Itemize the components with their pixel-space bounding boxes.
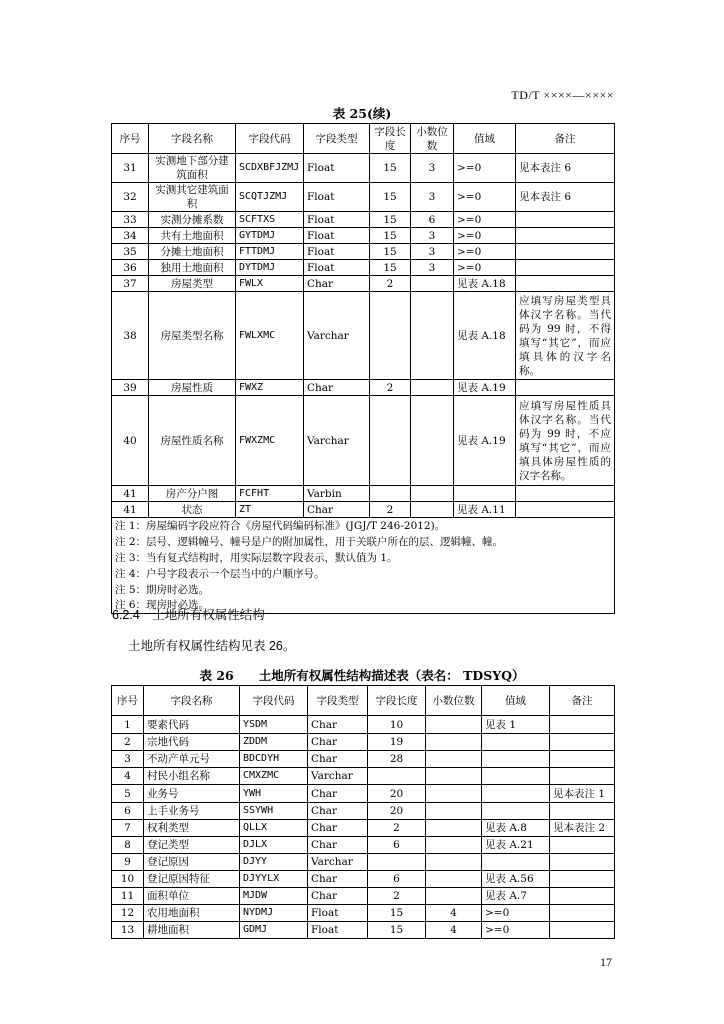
cell-decimals [426, 820, 482, 837]
cell-value-domain: >=0 [454, 228, 516, 244]
column-header: 字段类型 [308, 686, 368, 716]
cell-number: 38 [112, 292, 149, 380]
cell-value-domain: 见表 A.56 [482, 871, 550, 888]
cell-field-name: 房屋类型 [149, 276, 236, 292]
column-header: 字段长度 [370, 124, 411, 154]
cell-value-domain [482, 803, 550, 820]
cell-value-domain: >=0 [454, 183, 516, 212]
column-header: 字段长度 [368, 686, 426, 716]
cell-field-type: Char [308, 716, 368, 734]
column-header: 备注 [516, 124, 615, 154]
cell-decimals [426, 888, 482, 905]
cell-number: 13 [112, 922, 144, 939]
cell-remark [550, 751, 615, 768]
cell-decimals: 4 [426, 905, 482, 922]
column-header: 字段代码 [236, 124, 304, 154]
cell-field-code: ZDDM [240, 734, 308, 751]
cell-field-length: 20 [368, 785, 426, 803]
table26-caption: 表 26 土地所有权属性结构描述表（表名： TDSYQ） [199, 668, 525, 683]
cell-value-domain: >=0 [454, 244, 516, 260]
cell-number: 41 [112, 486, 149, 502]
cell-field-code: FWXZ [236, 380, 304, 396]
cell-field-code: FWLX [236, 276, 304, 292]
cell-field-name: 房屋性质 [149, 380, 236, 396]
cell-field-code: FCFHT [236, 486, 304, 502]
cell-field-name: 不动产单元号 [144, 751, 240, 768]
cell-field-name: 村民小组名称 [144, 768, 240, 785]
page-number: 17 [600, 955, 612, 969]
cell-field-name: 宗地代码 [144, 734, 240, 751]
cell-value-domain [482, 768, 550, 785]
cell-remark [550, 768, 615, 785]
table-row [112, 276, 615, 292]
table-row [112, 228, 615, 244]
cell-field-length: 15 [370, 183, 411, 212]
cell-field-type: Varbin [304, 486, 370, 502]
cell-field-length [370, 396, 411, 486]
cell-field-type: Float [304, 212, 370, 228]
cell-field-name: 耕地面积 [144, 922, 240, 939]
cell-field-type: Float [304, 244, 370, 260]
cell-field-code: QLLX [240, 820, 308, 837]
table-row [112, 922, 615, 939]
cell-field-type: Char [308, 837, 368, 854]
cell-number: 10 [112, 871, 144, 888]
cell-field-length: 2 [368, 820, 426, 837]
table-note: 注 1：房屋编码字段应符合《房屋代码编码标准》(JGJ/T 246-2012)。 [112, 518, 615, 534]
table-note: 注 3：当有复式结构时，用实际层数字段表示，默认值为 1。 [112, 550, 615, 566]
table-row [112, 751, 615, 768]
cell-field-name: 登记原因 [144, 854, 240, 871]
cell-field-name: 面积单位 [144, 888, 240, 905]
cell-number: 41 [112, 502, 149, 518]
cell-field-length: 10 [368, 716, 426, 734]
table-note-row [112, 566, 615, 582]
cell-remark: 应填写房屋性质具体汉字名称。当代码为 99 时，不应填写“其它”，而应填具体房屋性质的汉字名称。 [516, 396, 615, 486]
cell-field-name: 独用土地面积 [149, 260, 236, 276]
cell-field-length: 15 [368, 905, 426, 922]
cell-decimals [411, 396, 454, 486]
column-header: 小数位数 [411, 124, 454, 154]
column-header: 字段代码 [240, 686, 308, 716]
table-note-row [112, 550, 615, 566]
cell-field-name: 状态 [149, 502, 236, 518]
cell-value-domain [482, 751, 550, 768]
table-row [112, 871, 615, 888]
cell-field-length: 15 [370, 154, 411, 183]
table-row [112, 854, 615, 871]
cell-field-code: DJYYLX [240, 871, 308, 888]
cell-field-code: SSYWH [240, 803, 308, 820]
column-header: 序号 [112, 124, 149, 154]
cell-field-code: SCQTJZMJ [236, 183, 304, 212]
cell-field-code: MJDW [240, 888, 308, 905]
cell-field-code: SCFTXS [236, 212, 304, 228]
column-header: 字段名称 [149, 124, 236, 154]
cell-value-domain: 见表 A.8 [482, 820, 550, 837]
table-row [112, 212, 615, 228]
cell-field-length: 28 [368, 751, 426, 768]
cell-decimals: 3 [411, 154, 454, 183]
cell-remark [550, 854, 615, 871]
cell-number: 6 [112, 803, 144, 820]
cell-field-name: 农用地面积 [144, 905, 240, 922]
table-row [112, 380, 615, 396]
cell-field-code: CMXZMC [240, 768, 308, 785]
cell-field-length: 15 [370, 212, 411, 228]
table-row [112, 244, 615, 260]
table-note-row [112, 582, 615, 598]
cell-value-domain [454, 486, 516, 502]
cell-field-code: ZT [236, 502, 304, 518]
cell-field-type: Char [304, 276, 370, 292]
cell-field-length [368, 854, 426, 871]
column-header: 值域 [454, 124, 516, 154]
cell-field-name: 实测分摊系数 [149, 212, 236, 228]
cell-decimals [411, 502, 454, 518]
column-header: 字段类型 [304, 124, 370, 154]
cell-field-length: 2 [368, 888, 426, 905]
cell-remark [516, 502, 615, 518]
cell-number: 33 [112, 212, 149, 228]
cell-remark [516, 260, 615, 276]
cell-field-length: 15 [370, 228, 411, 244]
cell-field-name: 房产分户图 [149, 486, 236, 502]
cell-decimals [426, 768, 482, 785]
table-row [112, 905, 615, 922]
table-note: 注 2：层号、逻辑幢号、幢号是户的附加属性，用于关联户所在的层、逻辑幢、幢。 [112, 534, 615, 550]
cell-field-name: 共有土地面积 [149, 228, 236, 244]
cell-field-type: Float [304, 228, 370, 244]
cell-number: 5 [112, 785, 144, 803]
cell-decimals: 3 [411, 183, 454, 212]
cell-remark [550, 871, 615, 888]
cell-field-type: Char [304, 502, 370, 518]
section-heading: 6.2.4 土地所有权属性结构 [112, 608, 265, 622]
cell-value-domain: 见表 A.19 [454, 396, 516, 486]
table-note: 注 5：期房时必选。 [112, 582, 615, 598]
cell-value-domain [482, 785, 550, 803]
table-row [112, 785, 615, 803]
cell-field-code: FWLXMC [236, 292, 304, 380]
cell-number: 35 [112, 244, 149, 260]
cell-decimals [426, 751, 482, 768]
section-paragraph: 土地所有权属性结构见表 26。 [128, 639, 296, 653]
cell-field-type: Char [308, 820, 368, 837]
cell-field-type: Char [308, 785, 368, 803]
cell-field-type: Varchar [308, 768, 368, 785]
table25 [111, 123, 615, 614]
cell-field-type: Float [308, 922, 368, 939]
cell-field-code: GYTDMJ [236, 228, 304, 244]
cell-field-code: SCDXBFJZMJ [236, 154, 304, 183]
table-row [112, 486, 615, 502]
cell-field-length: 19 [368, 734, 426, 751]
document-code: TD/T ××××—×××× [511, 88, 614, 102]
cell-field-name: 上手业务号 [144, 803, 240, 820]
cell-number: 36 [112, 260, 149, 276]
table-row [112, 260, 615, 276]
cell-number: 4 [112, 768, 144, 785]
cell-field-code: YWH [240, 785, 308, 803]
cell-value-domain: 见表 A.11 [454, 502, 516, 518]
column-header: 小数位数 [426, 686, 482, 716]
cell-decimals [426, 803, 482, 820]
cell-field-length: 15 [368, 922, 426, 939]
cell-value-domain [482, 734, 550, 751]
cell-field-code: DYTDMJ [236, 260, 304, 276]
table-row [112, 716, 615, 734]
table26-header-row [112, 686, 615, 716]
cell-remark: 见本表注 6 [516, 183, 615, 212]
cell-remark [550, 837, 615, 854]
cell-decimals: 6 [411, 212, 454, 228]
cell-field-length: 2 [370, 276, 411, 292]
cell-field-length [370, 486, 411, 502]
cell-number: 7 [112, 820, 144, 837]
table-row [112, 734, 615, 751]
cell-value-domain: 见表 A.19 [454, 380, 516, 396]
cell-decimals [411, 276, 454, 292]
cell-remark [550, 922, 615, 939]
cell-remark [516, 380, 615, 396]
cell-decimals [426, 785, 482, 803]
cell-remark [550, 888, 615, 905]
cell-decimals: 3 [411, 260, 454, 276]
cell-field-type: Char [308, 734, 368, 751]
cell-value-domain: >=0 [482, 922, 550, 939]
cell-number: 39 [112, 380, 149, 396]
cell-decimals [426, 734, 482, 751]
cell-field-name: 实测地下部分建筑面积 [149, 154, 236, 183]
cell-field-code: DJLX [240, 837, 308, 854]
cell-decimals [426, 716, 482, 734]
table-note: 注 6：现房时必选。 [112, 598, 615, 614]
cell-remark [516, 244, 615, 260]
cell-field-type: Float [304, 183, 370, 212]
table-row [112, 396, 615, 486]
cell-field-length: 20 [368, 803, 426, 820]
column-header: 备注 [550, 686, 615, 716]
cell-field-code: FWXZMC [236, 396, 304, 486]
cell-field-type: Float [308, 905, 368, 922]
cell-field-name: 权利类型 [144, 820, 240, 837]
cell-remark [516, 276, 615, 292]
cell-decimals [411, 292, 454, 380]
cell-number: 1 [112, 716, 144, 734]
cell-field-name: 房屋类型名称 [149, 292, 236, 380]
cell-value-domain: 见表 A.18 [454, 276, 516, 292]
cell-value-domain: 见表 1 [482, 716, 550, 734]
table26 [111, 685, 615, 939]
cell-field-length: 6 [368, 837, 426, 854]
cell-field-name: 要素代码 [144, 716, 240, 734]
cell-field-name: 实测其它建筑面积 [149, 183, 236, 212]
cell-remark: 见本表注 2 [550, 820, 615, 837]
table-note-row [112, 534, 615, 550]
cell-field-type: Char [308, 803, 368, 820]
cell-field-type: Float [304, 154, 370, 183]
cell-remark [516, 228, 615, 244]
cell-decimals [411, 486, 454, 502]
cell-field-code: BDCDYH [240, 751, 308, 768]
cell-value-domain [482, 854, 550, 871]
table-row [112, 888, 615, 905]
cell-number: 40 [112, 396, 149, 486]
cell-value-domain: >=0 [454, 154, 516, 183]
cell-remark [516, 212, 615, 228]
table25-caption: 表 25(续) [332, 106, 392, 121]
cell-decimals: 3 [411, 228, 454, 244]
cell-field-type: Varchar [304, 292, 370, 380]
cell-field-length: 15 [370, 260, 411, 276]
table-row [112, 768, 615, 785]
table-row [112, 837, 615, 854]
cell-value-domain: >=0 [454, 260, 516, 276]
table-row [112, 820, 615, 837]
cell-field-length: 15 [370, 244, 411, 260]
cell-remark [550, 905, 615, 922]
cell-field-length: 6 [368, 871, 426, 888]
cell-field-length: 2 [370, 380, 411, 396]
cell-number: 2 [112, 734, 144, 751]
cell-field-code: YSDM [240, 716, 308, 734]
cell-decimals [426, 871, 482, 888]
cell-value-domain: >=0 [454, 212, 516, 228]
cell-number: 32 [112, 183, 149, 212]
cell-field-type: Char [308, 751, 368, 768]
cell-field-name: 房屋性质名称 [149, 396, 236, 486]
cell-remark [516, 486, 615, 502]
cell-field-length: 2 [370, 502, 411, 518]
table-row [112, 292, 615, 380]
cell-number: 31 [112, 154, 149, 183]
table25-header-row [112, 124, 615, 154]
cell-number: 3 [112, 751, 144, 768]
table-note: 注 4：户号字段表示一个层当中的户顺序号。 [112, 566, 615, 582]
cell-number: 37 [112, 276, 149, 292]
cell-number: 12 [112, 905, 144, 922]
cell-remark: 见本表注 1 [550, 785, 615, 803]
table-row [112, 803, 615, 820]
cell-field-code: DJYY [240, 854, 308, 871]
cell-field-code: GDMJ [240, 922, 308, 939]
cell-field-code: NYDMJ [240, 905, 308, 922]
column-header: 值域 [482, 686, 550, 716]
cell-field-length [368, 768, 426, 785]
cell-number: 8 [112, 837, 144, 854]
cell-field-type: Char [308, 888, 368, 905]
cell-remark: 见本表注 6 [516, 154, 615, 183]
cell-decimals: 3 [411, 244, 454, 260]
cell-decimals: 4 [426, 922, 482, 939]
table-row [112, 154, 615, 183]
cell-field-type: Varchar [304, 396, 370, 486]
cell-field-name: 登记类型 [144, 837, 240, 854]
cell-value-domain: 见表 A.7 [482, 888, 550, 905]
cell-field-name: 分摊土地面积 [149, 244, 236, 260]
cell-value-domain: >=0 [482, 905, 550, 922]
cell-number: 34 [112, 228, 149, 244]
cell-remark: 应填写房屋类型具体汉字名称。当代码为 99 时，不得填写“其它”，而应填具体的汉字名称。 [516, 292, 615, 380]
cell-decimals [426, 837, 482, 854]
cell-field-name: 业务号 [144, 785, 240, 803]
cell-field-type: Char [304, 380, 370, 396]
cell-number: 9 [112, 854, 144, 871]
cell-value-domain: 见表 A.18 [454, 292, 516, 380]
cell-field-type: Float [304, 260, 370, 276]
cell-field-type: Char [308, 871, 368, 888]
column-header: 序号 [112, 686, 144, 716]
cell-decimals [426, 854, 482, 871]
cell-remark [550, 734, 615, 751]
table-row [112, 502, 615, 518]
cell-number: 11 [112, 888, 144, 905]
cell-decimals [411, 380, 454, 396]
table-note-row [112, 518, 615, 534]
cell-field-name: 登记原因特征 [144, 871, 240, 888]
column-header: 字段名称 [144, 686, 240, 716]
cell-remark [550, 716, 615, 734]
cell-field-length [370, 292, 411, 380]
cell-value-domain: 见表 A.21 [482, 837, 550, 854]
table-row [112, 183, 615, 212]
cell-field-type: Varchar [308, 854, 368, 871]
cell-field-code: FTTDMJ [236, 244, 304, 260]
cell-remark [550, 803, 615, 820]
